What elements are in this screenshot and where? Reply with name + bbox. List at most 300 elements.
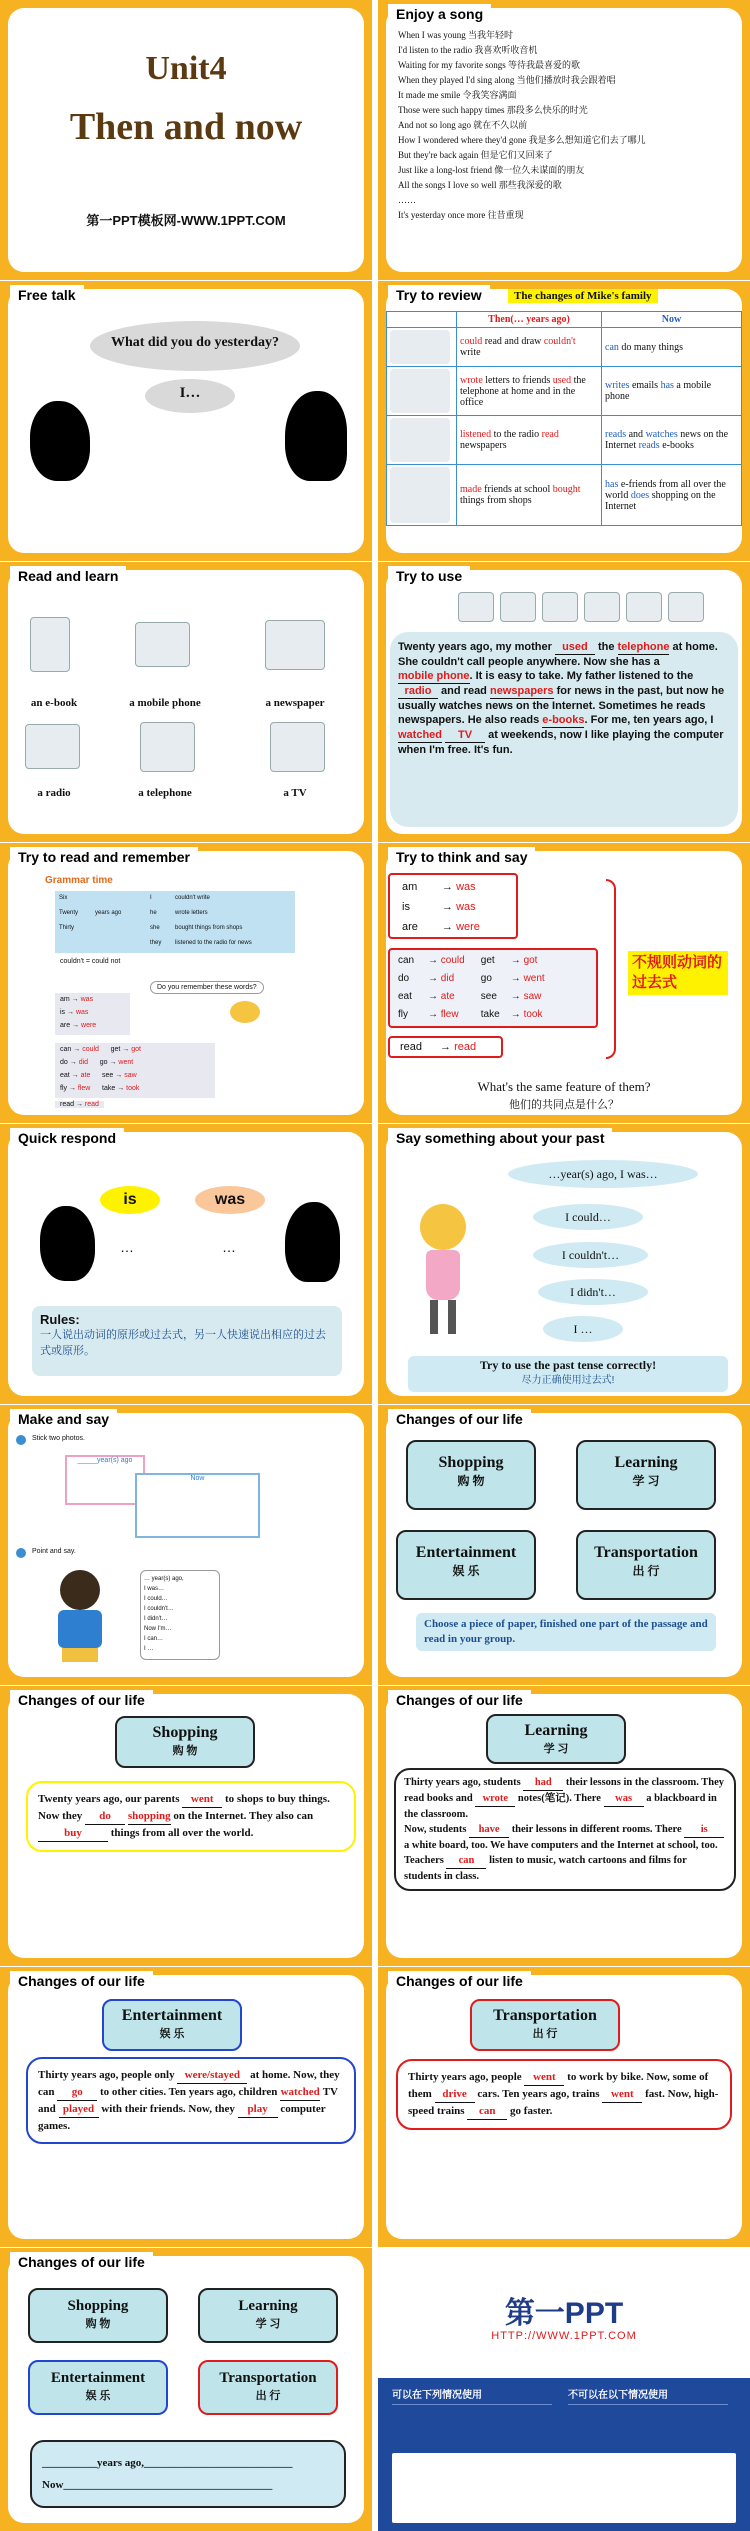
item-label: an e-book <box>30 697 78 709</box>
then-cell <box>457 416 602 465</box>
topic-name: Shopping <box>438 1454 504 1471</box>
blank-answer: had <box>523 1775 563 1791</box>
slide-shopping[interactable] <box>0 1686 372 1966</box>
verb-base: can <box>60 1046 72 1053</box>
lyric-line: Just like a long-lost friend 像一位久未谋面的朋友 <box>398 165 585 175</box>
lyric-line: It's yesterday once more 往昔重现 <box>398 210 524 220</box>
passage-text: TV and <box>38 2086 338 2115</box>
passage-box <box>26 1781 356 1852</box>
step-two-text: Point and say. <box>32 1548 76 1555</box>
topic-name-cn: 出 行 <box>632 1564 660 1578</box>
grammar-note: couldn't = could not <box>60 958 121 965</box>
blank-answer: can <box>446 1853 486 1869</box>
passage-text: for news in the past, but now he usually watches news on the Internet. Sometimes he reads newspapers. He also reads <box>398 685 725 726</box>
grammar-label: Grammar time <box>45 875 113 886</box>
topic-learning[interactable] <box>576 1440 716 1510</box>
ellipsis: … <box>120 1239 134 1255</box>
slide-heading: Try to read and remember <box>10 847 198 867</box>
passage-text: with their friends. Now, they <box>98 2103 238 2115</box>
blank-answer: drive <box>435 2086 475 2103</box>
blank-answer: radio <box>398 684 438 699</box>
now-photo-label: Now <box>190 1475 205 1482</box>
usage-forbidden-title: 不可以在以下情况使用 <box>568 2390 668 2401</box>
tv-thumb <box>542 592 578 622</box>
passage-text: on the Internet. They also can <box>170 1810 314 1822</box>
topic-name: Transportation <box>219 2370 317 2386</box>
is-bubble: is <box>100 1186 160 1214</box>
passage-text: Thirty years ago, people <box>408 2071 525 2083</box>
irregular-verb-table <box>55 1043 215 1098</box>
verb-past: did <box>78 1059 89 1066</box>
topic-name-cn: 购 物 <box>85 2318 111 2330</box>
verb-past: could <box>82 1046 99 1053</box>
newspaper-thumb <box>584 592 620 622</box>
item-label: a telephone <box>138 787 192 799</box>
now-cell <box>602 416 742 465</box>
verb-base: are <box>60 1022 71 1029</box>
girl-silhouette <box>285 391 347 481</box>
slide-make-say[interactable] <box>0 1405 372 1685</box>
verb-base: see <box>480 991 497 1002</box>
grammar-cell: Six <box>59 895 68 901</box>
cell-text: and <box>626 429 646 440</box>
slide-entertainment[interactable] <box>0 1967 372 2247</box>
lyric-line: Those were such happy times 那段多么快乐的时光 <box>398 105 588 115</box>
grammar-cell: wrote letters <box>175 910 208 916</box>
passage-text: . For me, ten years ago, I <box>584 714 714 726</box>
rules-title: Rules: <box>40 1312 80 1327</box>
feature-question: What's the same feature of them? <box>477 1079 651 1094</box>
summary-line: __________years ago,___________________________ <box>42 2457 293 2469</box>
grammar-cell: Thirty <box>59 925 74 931</box>
verb-row: can → could get → got <box>398 952 588 970</box>
topic-name-cn: 学 习 <box>543 1743 569 1755</box>
slide-heading: Quick respond <box>10 1128 124 1148</box>
radio-picture <box>25 724 80 769</box>
blank-answer: shopping <box>128 1808 171 1825</box>
topic-shopping[interactable] <box>28 2288 168 2343</box>
row-picture <box>387 465 457 526</box>
passage-text: to shops to buy things. <box>222 1793 330 1805</box>
speech-bubble: I could… <box>533 1204 643 1230</box>
blank-answer: went <box>524 2069 564 2086</box>
lyrics-list <box>398 28 738 223</box>
verb-base: fly <box>398 1009 408 1020</box>
verb-past: was <box>456 901 476 913</box>
verb-pair: am → was <box>60 996 94 1003</box>
review-subtitle: The changes of Mike's family <box>508 289 658 303</box>
table-row <box>387 416 742 465</box>
passage-text: at weekends, now I like playing the computer when I'm free. It's fun. <box>398 729 724 756</box>
slide-changes-topics[interactable] <box>378 1405 750 1685</box>
passage-text: go faster. <box>507 2105 553 2117</box>
topic-entertainment[interactable] <box>396 1530 536 1600</box>
slide-heading: Changes of our life <box>388 1690 531 1710</box>
topic-transportation[interactable] <box>198 2360 338 2415</box>
blank-answer: TV <box>445 728 485 743</box>
topic-name: Shopping <box>152 1724 218 1741</box>
verb-word: read <box>541 429 559 440</box>
passage-box <box>390 632 738 827</box>
row-picture <box>387 416 457 465</box>
then-photo-label: _____year(s) ago <box>77 1457 133 1464</box>
passage-text: things from all over the world. <box>108 1827 254 1839</box>
passage-text: Now they <box>38 1810 86 1822</box>
sentence-line: I could… <box>144 1596 168 1602</box>
girl-figure <box>408 1204 478 1344</box>
slide-heading: Changes of our life <box>388 1971 531 1991</box>
be-verb-box <box>388 873 518 939</box>
slide-read-learn[interactable] <box>0 562 372 842</box>
cell-text: e-books <box>659 440 694 451</box>
verb-base: take <box>480 1009 500 1020</box>
topic-transportation[interactable] <box>576 1530 716 1600</box>
verb-row: can → could get → got <box>60 1046 141 1053</box>
topic-name: Learning <box>524 1722 588 1739</box>
brand-url: HTTP://WWW.1PPT.COM <box>491 2330 637 2342</box>
verb-row: fly → flew take → took <box>60 1085 140 1092</box>
passage-box <box>26 2057 356 2144</box>
verb-base: eat <box>398 991 412 1002</box>
passage-text: computer games. <box>38 2103 326 2132</box>
slide-heading: Try to think and say <box>388 847 535 867</box>
slide-heading: Changes of our life <box>10 1690 153 1710</box>
speech-bubble: …year(s) ago, I was… <box>508 1160 698 1188</box>
row-picture <box>387 367 457 416</box>
slide-free-talk[interactable] <box>0 281 372 561</box>
cell-text: friends at school <box>481 484 553 495</box>
now-photo-frame[interactable] <box>135 1473 260 1538</box>
lyric-line: When they played I'd sing along 当他们播放时我会跟着唱 <box>398 75 616 85</box>
verb-base: am <box>60 996 70 1003</box>
verb-past: ate <box>80 1072 91 1079</box>
cell-text: a mobile phone <box>605 380 712 402</box>
slide-try-use[interactable] <box>378 562 750 842</box>
sentence-box <box>140 1570 220 1660</box>
verb-row: do → did go → went <box>60 1059 134 1066</box>
verb-past: were <box>456 921 480 933</box>
sentence-line: I was… <box>144 1586 165 1592</box>
slide-say-past[interactable] <box>378 1124 750 1404</box>
verb-word: bought <box>552 484 581 495</box>
passage-text: a blackboard in the classroom. <box>404 1793 717 1820</box>
sentence-line: … year(s) ago, <box>144 1576 184 1582</box>
topic-entertainment <box>102 1999 242 2051</box>
verb-past: took <box>523 1009 543 1020</box>
cell-text: write <box>460 347 481 358</box>
verb-past: read <box>84 1101 99 1108</box>
verb-base: are <box>402 921 418 933</box>
cell-text: read and draw <box>482 336 544 347</box>
lyric-line: …… <box>398 195 416 205</box>
passage-text: listen to music, watch cartoons and films for students in class. <box>404 1855 687 1882</box>
passage-box <box>396 2059 732 2130</box>
slide-heading: Changes of our life <box>10 1971 153 1991</box>
review-table <box>386 311 742 526</box>
slide-title[interactable] <box>0 0 372 280</box>
slide-review[interactable] <box>378 281 750 561</box>
lyric-line: When I was young 当我年轻时 <box>398 30 513 40</box>
verb-row: do → did go → went <box>398 970 588 988</box>
slide-heading: Make and say <box>10 1409 117 1429</box>
sentence-line: I didn't… <box>144 1616 168 1622</box>
grammar-cell: bought things from shops <box>175 925 243 931</box>
lyric-line: How I wondered where they'd gone 我是多么想知道它们去了哪儿 <box>398 135 646 145</box>
lyric-line: Waiting for my favorite songs 等待我最喜爱的歌 <box>398 60 581 70</box>
telephone-picture <box>140 722 195 772</box>
slide-transportation[interactable] <box>378 1967 750 2247</box>
passage-text: Now, students <box>404 1824 470 1835</box>
task-instruction: Choose a piece of paper, finished one part of the passage and read in your group. <box>416 1613 716 1651</box>
brand-logo: 第一PPT <box>504 2297 624 2330</box>
blank-answer: play <box>238 2101 278 2118</box>
verb-past: flew <box>77 1085 91 1092</box>
topic-transportation <box>470 1999 620 2051</box>
slide-brand[interactable] <box>378 2248 750 2531</box>
verb-base: is <box>60 1009 66 1016</box>
slide-heading: Try to use <box>388 566 470 586</box>
verb-word: listened <box>460 429 492 440</box>
verb-base: do <box>60 1059 68 1066</box>
blank-answer: used <box>555 640 595 655</box>
cell-text: to the radio <box>491 429 542 440</box>
speech-bubble: I … <box>543 1316 623 1342</box>
topic-name: Learning <box>238 2298 298 2314</box>
passage-text: Thirty years ago, students <box>404 1777 524 1788</box>
slide-summary[interactable] <box>0 2248 372 2531</box>
topic-name-cn: 学 习 <box>632 1474 660 1488</box>
topic-name: Learning <box>614 1454 678 1471</box>
site-label: 第一PPT模板网-WWW.1PPT.COM <box>86 213 286 228</box>
slide-heading: Free talk <box>10 285 84 305</box>
link-directory <box>392 2453 736 2523</box>
topic-name: Entertainment <box>50 2370 146 2386</box>
item-label: a mobile phone <box>129 697 201 709</box>
table-row <box>387 367 742 416</box>
blank-answer: telephone <box>617 641 670 653</box>
cell-text: things from shops <box>460 495 532 506</box>
passage-text: a white board, too. We have computers and the Internet at school, too. Teachers <box>404 1840 718 1866</box>
hint-box <box>408 1356 728 1392</box>
irregular-verb-box <box>388 948 598 1028</box>
verb-past: ate <box>440 991 455 1002</box>
unit-label: Unit4 <box>145 50 227 87</box>
verb-word: can <box>605 341 619 353</box>
verb-word: couldn't <box>543 336 576 347</box>
topic-name-cn: 购 物 <box>172 1745 198 1757</box>
verb-past: was <box>456 881 476 893</box>
speech-bubble: I didn't… <box>538 1279 648 1305</box>
lyric-line: I'd listen to the radio 我喜欢听收音机 <box>398 45 538 55</box>
was-bubble: was <box>195 1186 265 1214</box>
topic-learning <box>486 1714 626 1764</box>
read-pair: read → read <box>55 1101 104 1108</box>
row-picture <box>387 328 457 367</box>
passage-text: their lessons in the classroom. They read books and <box>404 1777 725 1804</box>
topic-name-cn: 娱 乐 <box>85 2390 111 2402</box>
remember-question: Do you remember these words? <box>150 981 264 994</box>
verb-base: read <box>60 1101 75 1108</box>
passage-box <box>394 1768 736 1891</box>
verb-pair: is → was <box>402 897 504 917</box>
sentence-line: I can… <box>144 1636 164 1642</box>
verb-pair: are → were <box>402 917 504 937</box>
grammar-cell: they <box>150 940 162 946</box>
topic-entertainment[interactable] <box>28 2360 168 2415</box>
passage-text: Twenty years ago, our parents <box>38 1793 183 1805</box>
blank-answer: do <box>85 1808 125 1825</box>
passage-text: Twenty years ago, my mother <box>398 641 555 653</box>
verb-past: did <box>440 973 455 984</box>
verb-past: were <box>81 1022 97 1029</box>
slide-song[interactable] <box>378 0 750 280</box>
rules-text: 一人说出动词的原形或过去式，另一人快速说出相应的过去式或原形。 <box>40 1329 326 1357</box>
verb-pair: am → was <box>402 877 504 897</box>
hint-text-cn: 尽力正确使用过去式! <box>521 1375 615 1386</box>
item-label: a newspaper <box>265 697 325 709</box>
verb-past: saw <box>523 991 542 1002</box>
brand-footer <box>378 2378 750 2531</box>
cell-text: emails <box>629 380 661 391</box>
step-two-marker <box>16 1548 26 1558</box>
grammar-col <box>175 891 295 951</box>
verb-base: go <box>480 973 492 984</box>
now-cell <box>602 367 742 416</box>
passage-text: to work by bike. Now, some of them <box>408 2071 709 2100</box>
topic-name-cn: 学 习 <box>255 2318 281 2330</box>
verb-row: fly → flew take → took <box>398 1006 588 1024</box>
lyric-line: And not so long ago 就在不久以前 <box>398 120 528 130</box>
rules-box <box>32 1306 342 1376</box>
verb-past: saw <box>124 1072 137 1079</box>
verb-word: wrote <box>460 374 483 386</box>
cell-text: e-friends from all over the world <box>605 478 726 501</box>
girl-silhouette <box>285 1202 340 1282</box>
verb-word: writes <box>605 380 630 391</box>
passage-text: and read <box>438 685 490 697</box>
table-header-cell <box>387 312 457 328</box>
verb-base: eat <box>60 1072 70 1079</box>
tv-picture <box>270 722 325 772</box>
boy-silhouette <box>30 401 90 481</box>
ellipsis: … <box>222 1239 236 1255</box>
verb-past: went <box>118 1059 134 1066</box>
grammar-cell: he <box>150 910 157 916</box>
blank-answer: wrote <box>475 1791 515 1807</box>
lyric-line: But they're back again 但是它们又回来了 <box>398 150 553 160</box>
blank-answer: have <box>469 1822 509 1838</box>
verb-base: can <box>398 955 415 966</box>
verb-row: eat → ate see → saw <box>60 1072 137 1079</box>
feature-question-cn: 他们的共同点是什么？ <box>509 1099 619 1111</box>
verb-base: get <box>480 955 495 966</box>
read-box: read → read <box>388 1036 503 1058</box>
then-photo-frame[interactable] <box>65 1455 145 1505</box>
verb-word: has <box>605 478 619 490</box>
verb-past: was <box>75 1009 89 1016</box>
blank-answer: is <box>684 1822 724 1838</box>
topic-shopping[interactable] <box>406 1440 536 1510</box>
blank-answer: can <box>467 2103 507 2120</box>
blank-answer: e-books <box>542 714 585 726</box>
grammar-cell: couldn't write <box>175 895 210 901</box>
now-cell <box>602 465 742 526</box>
verb-past: went <box>523 973 545 984</box>
verb-base: get <box>110 1046 121 1053</box>
verb-past: flew <box>440 1009 459 1020</box>
step-one-marker <box>16 1435 26 1445</box>
topic-name-cn: 购 物 <box>457 1474 485 1488</box>
topic-name-cn: 娱 乐 <box>159 2028 185 2040</box>
cell-text: the telephone at home and in the office <box>460 374 586 408</box>
verb-base: see <box>102 1072 114 1079</box>
topic-name: Shopping <box>67 2298 129 2314</box>
blank-answer: was <box>604 1791 644 1807</box>
topic-shopping <box>115 1716 255 1768</box>
blank-answer: newspapers <box>489 685 554 697</box>
slide-quick-respond[interactable] <box>0 1124 372 1404</box>
verb-word: made <box>460 484 482 495</box>
slide-read-remember[interactable] <box>0 843 372 1123</box>
phone-thumb <box>500 592 536 622</box>
summary-line: Now______________________________________ <box>42 2479 273 2491</box>
usage-allowed-title: 可以在下列情况使用 <box>392 2390 482 2401</box>
verb-pair: are → were <box>60 1022 97 1029</box>
sentence-line: I couldn't… <box>144 1606 174 1612</box>
usage-forbidden-list <box>568 2404 728 2444</box>
bird-mascot <box>230 1001 260 1023</box>
blank-answer: played <box>59 2101 99 2118</box>
step-one-text: Stick two photos. <box>32 1435 85 1442</box>
answer-text: I… <box>179 385 201 401</box>
item-label: a radio <box>37 787 71 799</box>
blank-answer: went <box>182 1791 222 1808</box>
cell-text: newspapers <box>460 440 507 451</box>
passage-text: at home. Now, they can <box>38 2069 340 2098</box>
passage-text: the <box>594 641 618 653</box>
verb-past: read <box>454 1041 477 1053</box>
question-text: What did you do yesterday? <box>110 335 280 350</box>
topic-name: Entertainment <box>415 1544 517 1561</box>
slide-heading: Read and learn <box>10 566 126 586</box>
verb-word: reads <box>605 429 627 440</box>
topic-learning[interactable] <box>198 2288 338 2343</box>
grammar-cell: listened to the radio for news <box>175 940 252 946</box>
table-header-row <box>387 312 742 328</box>
slide-learning[interactable] <box>378 1686 750 1966</box>
verb-word: does <box>630 489 650 501</box>
speech-bubble: I couldn't… <box>533 1242 648 1268</box>
topic-name: Transportation <box>594 1544 698 1561</box>
verb-word: has <box>660 380 674 391</box>
then-cell <box>457 465 602 526</box>
cell-text: shopping on the Internet <box>605 489 716 512</box>
verb-base: do <box>398 973 410 984</box>
slide-think-say[interactable] <box>378 843 750 1123</box>
cell-text: do many things <box>618 341 684 353</box>
cell-text: news on the Internet <box>605 429 729 451</box>
passage-text: fast. Now, high-speed trains <box>408 2088 719 2117</box>
usage-allowed-list <box>392 2404 552 2444</box>
topic-name-cn: 出 行 <box>532 2028 558 2040</box>
summary-box <box>30 2440 346 2508</box>
blank-answer: watched <box>398 729 443 741</box>
lesson-title: Then and now <box>69 106 303 148</box>
brace <box>606 879 616 1059</box>
radio-thumb <box>626 592 662 622</box>
verb-past: took <box>126 1085 140 1092</box>
now-cell <box>602 328 742 367</box>
